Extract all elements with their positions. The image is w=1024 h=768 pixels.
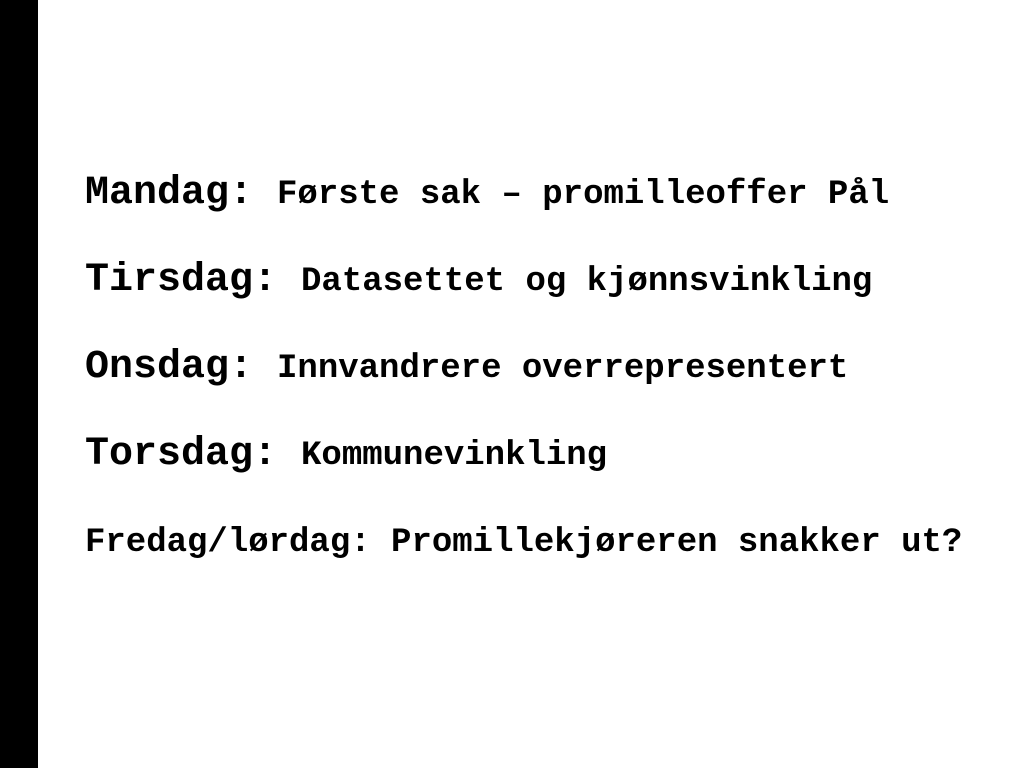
schedule-row [85,150,1014,237]
topic-text: Første sak – promilleoffer Pål [277,176,890,214]
schedule-row [85,411,1014,498]
day-label: Fredag/lørdag: [85,524,371,562]
topic-text: Kommunevinkling [301,437,608,475]
day-label: Torsdag: [85,432,278,477]
day-label: Tirsdag: [85,258,278,303]
schedule-row [85,324,1014,411]
slide-left-black-bar [0,0,38,768]
day-label: Mandag: [85,171,254,216]
topic-text: Promillekjøreren snakker ut? [391,524,963,562]
schedule-list [85,150,1014,585]
schedule-row [85,498,1014,585]
topic-text: Datasettet og kjønnsvinkling [301,263,873,301]
topic-text: Innvandrere overrepresentert [277,350,849,388]
day-label: Onsdag: [85,345,254,390]
schedule-row [85,237,1014,324]
